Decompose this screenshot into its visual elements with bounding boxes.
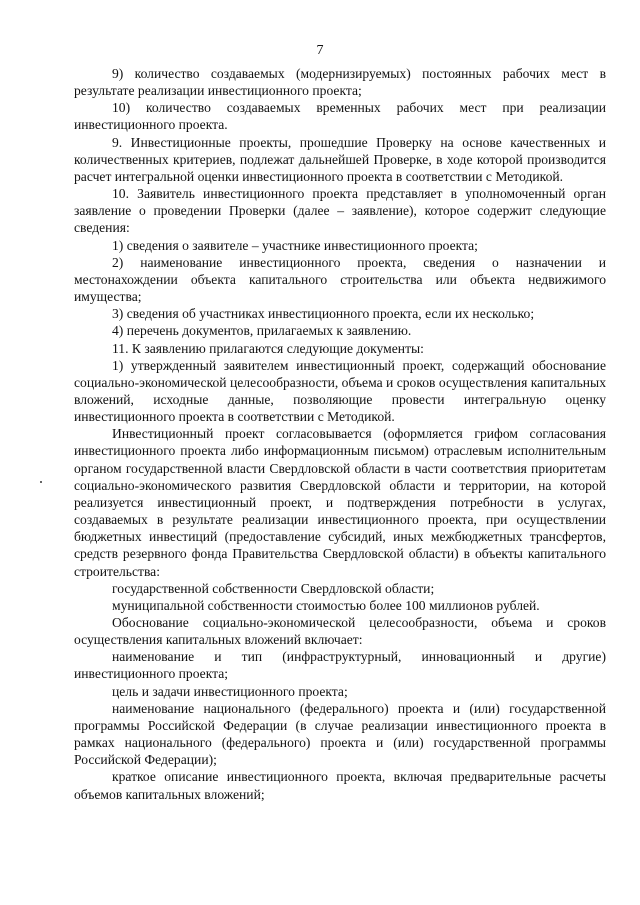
paragraph: 2) наименование инвестиционного проекта, сведения о назначении и местонахождении объекта капитального строительства или объекта недвижимого имущества; [74,254,606,305]
paragraph: наименование и тип (инфраструктурный, инновационный и другие) инвестиционного проекта; [74,649,606,682]
paragraph: государственной собственности Свердловской области; [112,580,435,596]
paragraph: 3) сведения об участниках инвестиционного проекта, если их несколько; [112,306,535,322]
paragraph: 1) утвержденный заявителем инвестиционный проект, содержащий обоснование социально-экономической целесообразности, объема и сроков осуществления капитальных вложений, исходные данные, позволяющие провести интегральную оценку инвестиционного проекта в соответствии с Методикой. [74,357,606,425]
paragraph: 10) количество создаваемых временных рабочих мест при реализации инвестиционного проекта. [74,100,606,133]
paragraph: муниципальной собственности стоимостью более 100 миллионов рублей. [112,597,540,613]
paragraph: наименование национального (федерального) проекта и (или) государственной программы Российской Федерации (в случае реализации инвестиционного проекта в рамках национального (федерального) проекта и (или) государственной программы Российской Федерации); [74,700,606,768]
paragraph: 1) сведения о заявителе – участнике инвестиционного проекта; [112,237,478,253]
page-number: 7 [316,43,324,58]
paragraph: 4) перечень документов, прилагаемых к заявлению. [112,323,412,339]
paragraph: 9. Инвестиционные проекты, прошедшие Проверку на основе качественных и количественных критериев, подлежат дальнейшей Проверке, в ходе которой производится расчет интегральной оценки инвестиционного проекта в соответствии с Методикой. [74,134,606,184]
paragraph: 10. Заявитель инвестиционного проекта представляет в уполномоченный орган заявление о проведении Проверки (далее – заявление), которое содержит следующие сведения: [74,186,606,236]
scan-speck [40,481,42,483]
paragraph: краткое описание инвестиционного проекта, включая предварительные расчеты объемов капитальных вложений; [74,769,606,802]
paragraph: Инвестиционный проект согласовывается (оформляется грифом согласования инвестиционного проекта либо информационным письмом) отраслевым исполнительным органом государственной власти Свердловской области в части соответствия приоритетам социально-экономического развития Свердловской области и территории, на которой реализуется инвестиционный проект, и подтверждения потребности в услугах, создаваемых в результате реализации инвестиционного проекта, при осуществлении бюджетных инвестиций (предоставление субсидий, иных межбюджетных трансфертов, средств резервного фонда Правительства Свердловской области) в объекты капитального строительства: [74,426,606,579]
document-body [74,65,606,803]
paragraph: 11. К заявлению прилагаются следующие документы: [112,340,424,356]
paragraph: Обоснование социально-экономической целесообразности, объема и сроков осуществления капитальных вложений включает: [74,615,606,648]
paragraph: 9) количество создаваемых (модернизируемых) постоянных рабочих мест в результате реализации инвестиционного проекта; [74,66,606,99]
paragraph: цель и задачи инвестиционного проекта; [112,683,348,699]
